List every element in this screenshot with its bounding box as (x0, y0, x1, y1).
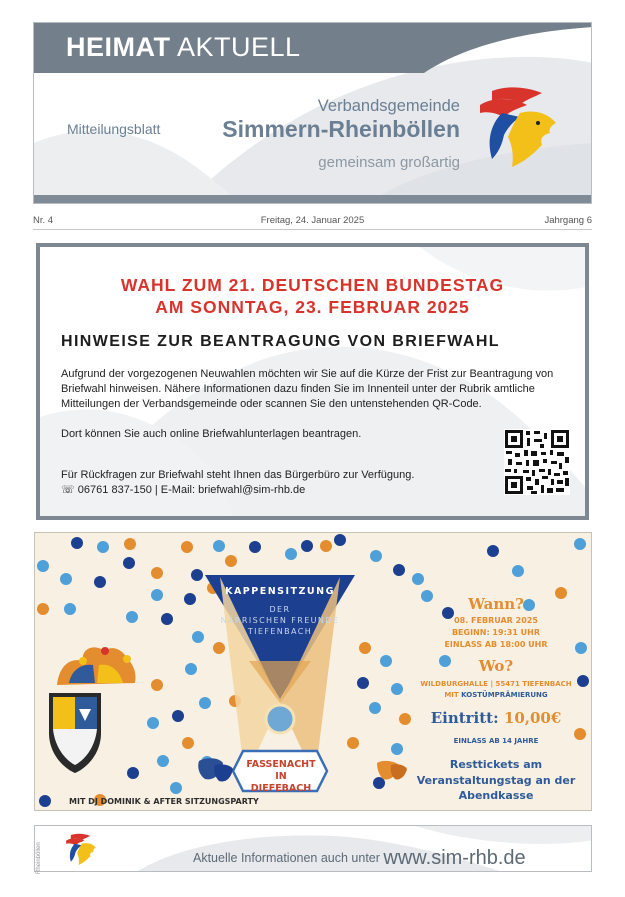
admission-value: 10,00€ (503, 709, 562, 727)
postal-vote-paragraph: Aufgrund der vorgezogenen Neuwahlen möchten wir Sie auf die Kürze der Frist zur Beantragung von Briefwahl hinweisen. Nähere Informationen dazu finden Sie im Innenteil unter der Rubrik amtliche Mitteilungen der Verbandsgemeinde oder scannen Sie den untenstehenden QR-Code. (61, 368, 554, 410)
election-headline-1: WAHL ZUM 21. DEUTSCHEN BUNDESTAG (120, 275, 505, 295)
event-title: KAPPENSITZUNG (225, 586, 335, 597)
online-request-paragraph: Dort können Sie auch online Briefwahlunterlagen beantragen. (61, 428, 362, 440)
remaining-tickets-line-3: Abendkasse (458, 789, 534, 802)
event-admission-time: EINLASS AB 18:00 UHR (444, 640, 548, 649)
issue-line (33, 214, 592, 230)
event-organizer (195, 604, 365, 637)
publication-type: Mitteilungsblatt (67, 121, 161, 137)
lion-logo-icon (472, 83, 564, 175)
website-link[interactable]: www.sim-rhb.de (383, 847, 526, 869)
costume-award-prefix: MIT (444, 691, 459, 699)
footer-text (193, 845, 526, 868)
qr-code-icon[interactable] (504, 429, 570, 495)
newspaper-title: HEIMAT AKTUELL (66, 32, 301, 62)
carnival-advert (34, 532, 592, 811)
contact-paragraph: Für Rückfragen zur Briefwahl steht Ihnen das Bürgerbüro zur Verfügung. (61, 469, 415, 481)
issue-number: Nr. 4 (33, 215, 54, 226)
masthead (33, 22, 592, 204)
vg-slogan: gemeinsam großartig (318, 154, 460, 171)
when-label: Wann? (468, 595, 524, 613)
side-note: Rheinböllen (36, 842, 42, 874)
motto-line-1: FASSENACHT IN (246, 759, 316, 782)
costume-award (411, 691, 581, 699)
costume-award-label: KOSTÜMPRÄMIERUNG (461, 691, 548, 699)
remaining-tickets (411, 757, 581, 804)
remaining-tickets-line-2: Veranstaltungstag an der (416, 773, 576, 787)
event-begin: BEGINN: 19:31 UHR (451, 628, 541, 637)
organizer-line-3: TIEFENBACH (247, 627, 313, 636)
masthead-bottom-bar (34, 195, 592, 203)
age-restriction: EINLASS AB 14 JAHRE (453, 737, 539, 745)
contact-block (61, 468, 501, 498)
footer-label: Aktuelle Informationen auch unter (193, 851, 380, 865)
vg-label: Verbandsgemeinde (317, 97, 460, 115)
remaining-tickets-line-1: Resttickets am (449, 758, 543, 771)
postal-vote-heading: HINWEISE ZUR BEANTRAGUNG VON BRIEFWAHL (61, 333, 500, 350)
organizer-line-1: DER (269, 605, 291, 614)
admission-label: Eintritt: (430, 709, 499, 727)
event-date: 08. FEBRUAR 2025 (454, 616, 538, 625)
dj-note: MIT DJ DOMINIK & AFTER SITZUNGSPARTY (69, 797, 259, 806)
election-notice (36, 243, 589, 520)
footer-banner (34, 825, 592, 872)
event-location: WILDBURGHALLE | 55471 TIEFENBACH (420, 680, 572, 688)
motto-line-2: DIEFEBACH (250, 783, 312, 794)
event-motto (243, 759, 319, 795)
where-label: Wo? (478, 657, 514, 675)
issue-volume: Jahrgang 6 (544, 215, 592, 226)
lion-logo-icon (63, 832, 99, 868)
organizer-line-2: NÄRRISCHEN FREUNDE (220, 616, 340, 625)
vg-name: Simmern-Rheinböllen (222, 116, 460, 142)
contact-details: ☏ 06761 837-150 | E-Mail: briefwahl@sim-rhb.de (61, 484, 306, 496)
election-headline-2: AM SONNTAG, 23. FEBRUAR 2025 (155, 297, 470, 317)
issue-date: Freitag, 24. Januar 2025 (260, 215, 365, 226)
admission-price (411, 709, 581, 727)
